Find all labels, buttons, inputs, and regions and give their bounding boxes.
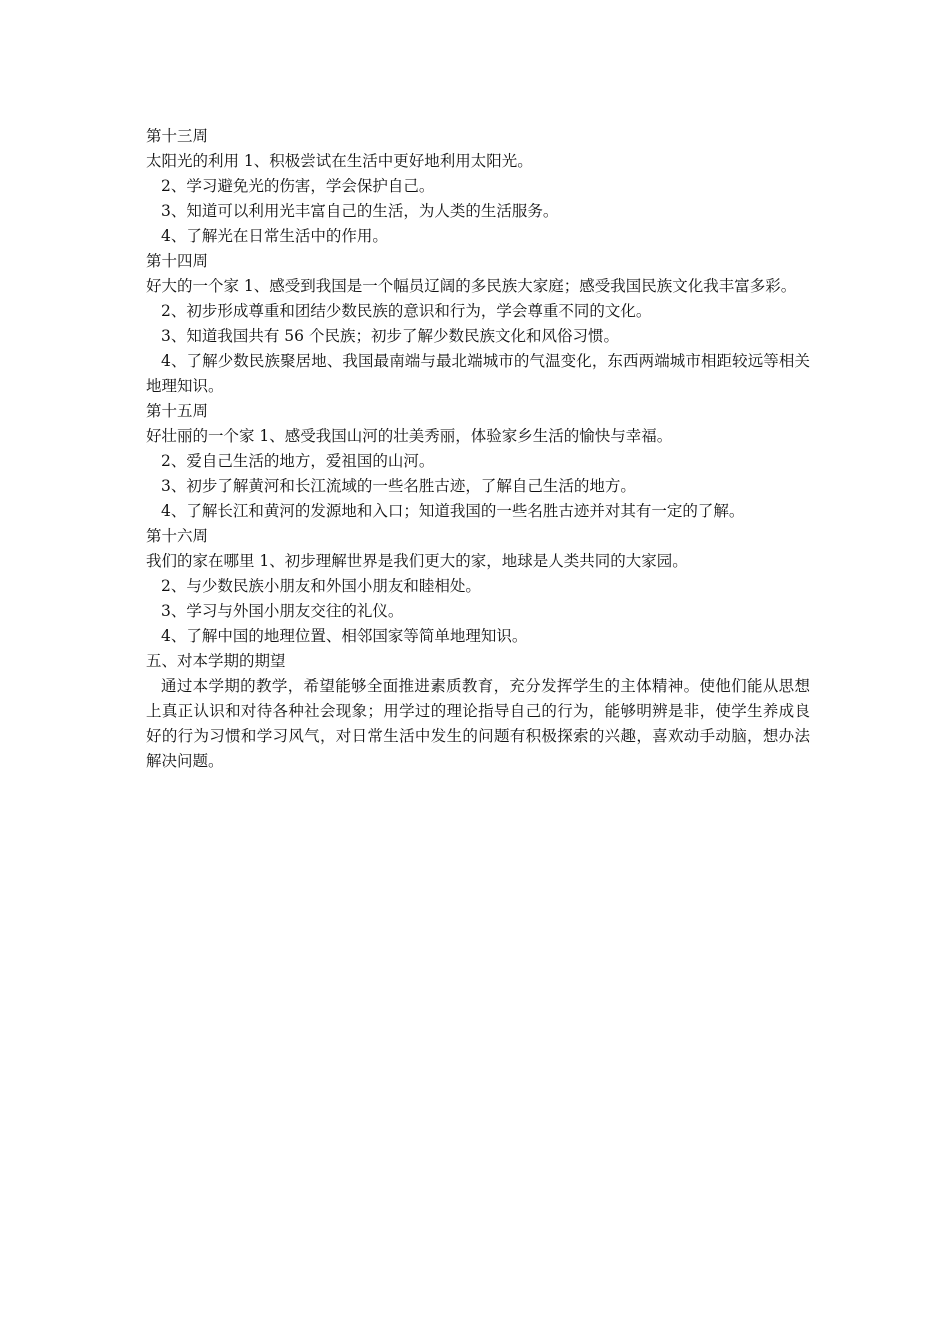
week-16-line-3: 3、学习与外国小朋友交往的礼仪。 [161,602,404,620]
section-5-heading: 五、对本学期的期望 [146,652,286,670]
document-page [146,124,810,774]
week-15-line-1: 好壮丽的一个家 1、感受我国山河的壮美秀丽，体验家乡生活的愉快与幸福。 [146,427,673,445]
week-16-heading: 第十六周 [146,527,209,545]
week-16-line-2: 2、与少数民族小朋友和外国小朋友和睦相处。 [161,577,481,595]
week-14-line-3: 3、知道我国共有 56 个民族；初步了解少数民族文化和风俗习惯。 [161,327,619,345]
week-14-line-4: 4、了解少数民族聚居地、我国最南端与最北端城市的气温变化，东西两端城市相距较远等相关地理知识。 [146,352,810,395]
week-13-heading: 第十三周 [146,127,209,145]
section-5-paragraph: 通过本学期的教学，希望能够全面推进素质教育，充分发挥学生的主体精神。使他们能从思想上真正认识和对待各种社会现象；用学过的理论指导自己的行为，能够明辨是非，使学生养成良好的行为习惯和学习风气，对日常生活中发生的问题有积极探索的兴趣，喜欢动手动脑，想办法解决问题。 [146,677,810,770]
week-15-line-4: 4、了解长江和黄河的发源地和入口；知道我国的一些名胜古迹并对其有一定的了解。 [161,502,745,520]
week-13-line-3: 3、知道可以利用光丰富自己的生活，为人类的生活服务。 [161,202,559,220]
week-16-line-1: 我们的家在哪里 1、初步理解世界是我们更大的家，地球是人类共同的大家园。 [146,552,688,570]
week-13-line-1: 太阳光的利用 1、积极尝试在生活中更好地利用太阳光。 [146,152,533,170]
week-13-line-2: 2、学习避免光的伤害，学会保护自己。 [161,177,435,195]
week-13-line-4: 4、了解光在日常生活中的作用。 [161,227,388,245]
week-14-line-2: 2、初步形成尊重和团结少数民族的意识和行为，学会尊重不同的文化。 [161,302,652,320]
week-14-line-1: 好大的一个家 1、感受到我国是一个幅员辽阔的多民族大家庭；感受我国民族文化我丰富多彩。 [146,277,797,295]
week-16-line-4: 4、了解中国的地理位置、相邻国家等简单地理知识。 [161,627,528,645]
week-14-heading: 第十四周 [146,252,209,270]
week-15-line-2: 2、爱自己生活的地方，爱祖国的山河。 [161,452,435,470]
week-15-heading: 第十五周 [146,402,209,420]
week-15-line-3: 3、初步了解黄河和长江流域的一些名胜古迹，了解自己生活的地方。 [161,477,636,495]
